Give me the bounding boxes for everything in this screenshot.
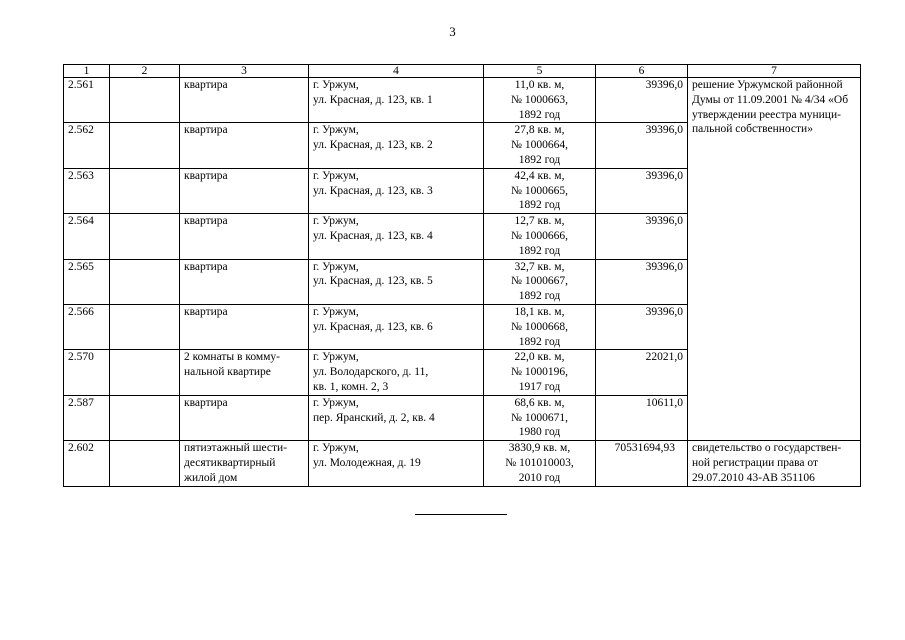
object-cost: 39396,0	[596, 168, 688, 213]
row-number: 2.587	[64, 395, 110, 440]
object-name	[180, 395, 309, 440]
object-area-line: 42,4 кв. м,	[514, 169, 565, 182]
object-name	[180, 168, 309, 213]
object-cost: 39396,0	[596, 214, 688, 259]
header-cell: 4	[309, 65, 484, 78]
object-name-line: нальной квартире	[184, 366, 271, 379]
row-number: 2.562	[64, 123, 110, 168]
row-col2	[110, 259, 180, 304]
object-address-line: г. Уржум,	[313, 260, 359, 273]
object-address-line: кв. 1, комн. 2, 3	[313, 380, 389, 393]
object-area-line: 1917 год	[518, 380, 561, 393]
header-cell: 3	[180, 65, 309, 78]
ownership-basis	[688, 78, 861, 441]
row-col2	[110, 350, 180, 395]
object-name-line: пятиэтажный шести-	[184, 442, 288, 455]
row-number: 2.564	[64, 214, 110, 259]
row-number: 2.566	[64, 304, 110, 349]
object-area	[484, 78, 596, 123]
object-address-line: г. Уржум,	[313, 79, 359, 91]
page-number: 3	[449, 24, 456, 39]
object-address-line: ул. Красная, д. 123, кв. 1	[313, 93, 433, 106]
object-address-line: пер. Яранский, д. 2, кв. 4	[313, 411, 435, 424]
object-area-line: 11,0 кв. м,	[514, 79, 565, 91]
object-address	[309, 395, 484, 440]
header-row	[64, 65, 861, 78]
object-address-line: ул. Красная, д. 123, кв. 3	[313, 184, 433, 197]
object-cost: 39396,0	[596, 259, 688, 304]
row-number: 2.563	[64, 168, 110, 213]
object-area-line: 1892 год	[518, 244, 561, 257]
ownership-basis-line: пальной собственности»	[692, 123, 813, 136]
object-address-line: ул. Молодежная, д. 19	[313, 456, 421, 469]
object-name-line: квартира	[184, 305, 228, 318]
object-area-line: 1980 год	[518, 426, 561, 439]
object-name-line: десятиквартирный	[184, 456, 276, 469]
object-name	[180, 441, 309, 486]
row-number: 2.570	[64, 350, 110, 395]
object-area-line: 32,7 кв. м,	[514, 260, 565, 273]
object-area-line: № 1000196,	[511, 366, 568, 379]
object-name-line: жилой дом	[184, 471, 238, 484]
table-row	[64, 441, 861, 486]
table-row	[64, 78, 861, 123]
header-cell: 7	[688, 65, 861, 78]
object-name-line: квартира	[184, 79, 228, 91]
ownership-basis	[688, 441, 861, 486]
object-address-line: ул. Красная, д. 123, кв. 6	[313, 320, 433, 333]
object-address-line: ул. Красная, д. 123, кв. 4	[313, 229, 433, 242]
object-address-line: ул. Володарского, д. 11,	[313, 366, 429, 379]
object-name-line: квартира	[184, 215, 228, 228]
row-number: 2.565	[64, 259, 110, 304]
row-col2	[110, 441, 180, 486]
object-address	[309, 259, 484, 304]
object-address	[309, 441, 484, 486]
object-cost: 10611,0	[596, 395, 688, 440]
object-address-line: г. Уржум,	[313, 351, 359, 364]
object-name-line: квартира	[184, 396, 228, 409]
row-col2	[110, 78, 180, 123]
object-area-line: 1892 год	[518, 335, 561, 348]
object-area-line: 68,6 кв. м,	[514, 396, 565, 409]
header-cell: 5	[484, 65, 596, 78]
object-area-line: № 1000665,	[511, 184, 568, 197]
object-area-line: № 1000664,	[511, 139, 568, 152]
object-name	[180, 214, 309, 259]
object-area	[484, 395, 596, 440]
ownership-basis-line: ной регистрации права от	[692, 456, 819, 469]
ownership-basis-line: 29.07.2010 43-АВ 351106	[692, 471, 815, 484]
object-name-line: 2 комнаты в комму-	[184, 351, 280, 364]
row-number: 2.561	[64, 78, 110, 123]
object-area-line: 18,1 кв. м,	[514, 305, 565, 318]
object-cost: 22021,0	[596, 350, 688, 395]
object-address	[309, 214, 484, 259]
object-address	[309, 78, 484, 123]
object-name	[180, 123, 309, 168]
object-area	[484, 123, 596, 168]
object-address-line: г. Уржум,	[313, 396, 359, 409]
object-address	[309, 350, 484, 395]
end-of-page-rule	[415, 514, 507, 515]
object-address	[309, 304, 484, 349]
object-area-line: 1892 год	[518, 153, 561, 166]
object-address-line: г. Уржум,	[313, 169, 359, 182]
row-number: 2.602	[64, 441, 110, 486]
header-cell: 2	[110, 65, 180, 78]
object-area-line: № 1000666,	[511, 229, 568, 242]
object-area-line: 22,0 кв. м,	[514, 351, 565, 364]
object-address-line: г. Уржум,	[313, 442, 359, 455]
object-name	[180, 78, 309, 123]
object-area-line: № 1000663,	[511, 93, 568, 106]
row-col2	[110, 123, 180, 168]
property-register-table	[63, 64, 861, 487]
ownership-basis-line: свидетельство о государствен-	[692, 442, 842, 455]
object-address-line: ул. Красная, д. 123, кв. 2	[313, 139, 433, 152]
row-col2	[110, 395, 180, 440]
object-area	[484, 214, 596, 259]
object-area-line: № 1000668,	[511, 320, 568, 333]
object-address-line: ул. Красная, д. 123, кв. 5	[313, 275, 433, 288]
object-address	[309, 123, 484, 168]
header-cell: 6	[596, 65, 688, 78]
object-cost: 70531694,93	[596, 441, 688, 486]
object-area-line: № 101010003,	[505, 456, 574, 469]
object-address-line: г. Уржум,	[313, 215, 359, 228]
row-col2	[110, 304, 180, 349]
object-name-line: квартира	[184, 260, 228, 273]
object-area-line: 12,7 кв. м,	[514, 215, 565, 228]
object-cost: 39396,0	[596, 78, 688, 123]
object-address	[309, 168, 484, 213]
object-name-line: квартира	[184, 169, 228, 182]
object-area-line: 3830,9 кв. м,	[508, 442, 571, 455]
object-area	[484, 350, 596, 395]
object-area	[484, 304, 596, 349]
object-area-line: 2010 год	[518, 471, 561, 484]
object-area	[484, 168, 596, 213]
object-area	[484, 259, 596, 304]
object-address-line: г. Уржум,	[313, 124, 359, 137]
object-area	[484, 441, 596, 486]
row-col2	[110, 214, 180, 259]
object-area-line: № 1000667,	[511, 275, 568, 288]
object-area-line: 1892 год	[518, 108, 561, 121]
object-cost: 39396,0	[596, 123, 688, 168]
header-cell: 1	[64, 65, 110, 78]
ownership-basis-line: решение Уржумской районной	[692, 79, 843, 91]
object-area-line: 1892 год	[518, 199, 561, 212]
object-area-line: 1892 год	[518, 290, 561, 303]
ownership-basis-line: Думы от 11.09.2001 № 4/34 «Об	[692, 93, 849, 106]
object-address-line: г. Уржум,	[313, 305, 359, 318]
object-cost: 39396,0	[596, 304, 688, 349]
object-name	[180, 259, 309, 304]
object-name	[180, 304, 309, 349]
object-area-line: 27,8 кв. м,	[514, 124, 565, 137]
ownership-basis-line: утверждении реестра муници-	[692, 108, 841, 121]
object-name	[180, 350, 309, 395]
object-area-line: № 1000671,	[511, 411, 568, 424]
row-col2	[110, 168, 180, 213]
object-name-line: квартира	[184, 124, 228, 137]
